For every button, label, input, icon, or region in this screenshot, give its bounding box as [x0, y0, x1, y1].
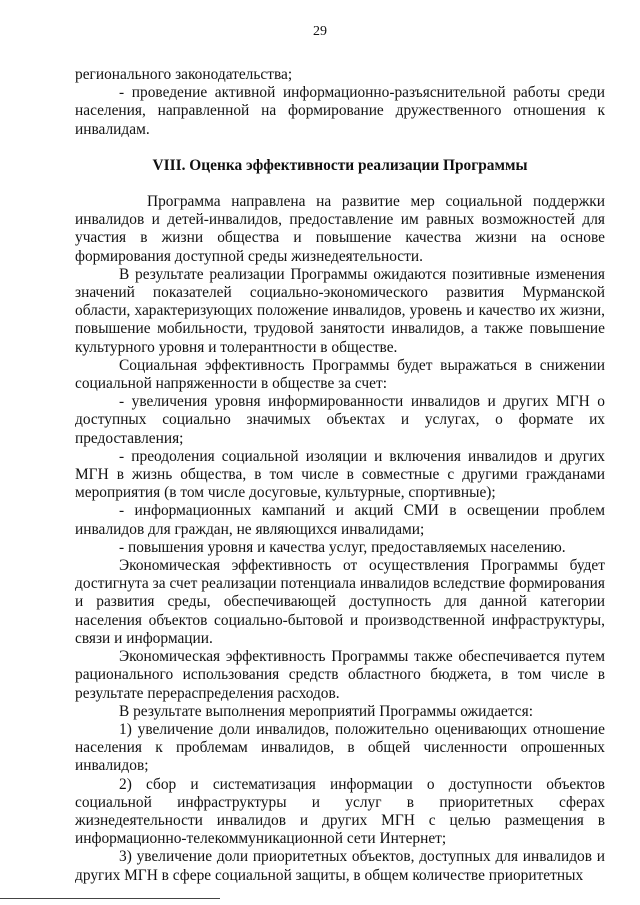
paragraph: регионального законодательства; — [75, 66, 293, 83]
numbered-item: 1) увеличение доли инвалидов, положительно оценивающих отношение населения к проблемам инвалидов, в общей численности опрошенных инвалидов; — [75, 720, 605, 775]
paragraph: Экономическая эффективность Программы также обеспечивается путем рационального использования средств областного бюджета, в том числе в результате перераспределения расходов. — [75, 648, 605, 702]
paragraph: Социальная эффективность Программы будет выражаться в снижении социальной напряженности в обществе за счет: — [75, 356, 605, 393]
numbered-item: 3) увеличение доли приоритетных объектов, доступных для инвалидов и других МГН в сфере социальной защиты, в общем количестве приоритетных — [75, 848, 605, 884]
section-heading: VIII. Оценка эффективности реализации Программы — [152, 156, 528, 174]
list-item: - повышения уровня и качества услуг, предоставляемых населению. — [119, 538, 566, 556]
numbered-item: 2) сбор и систематизация информации о доступности объектов социальной инфраструктуры и услуг в приоритетных сферах жизнедеятельности инвалидов и других МГН с целью размещения в информационно-телекоммуникационной сети Интернет; — [75, 775, 605, 848]
paragraph: Программа направлена на развитие мер социальной поддержки инвалидов и детей-инвалидов, предоставление им равных возможностей для участия в жизни общества и повышение качества жизни на основе формирования доступной среды жизнедеятельности. — [75, 193, 605, 265]
paragraph: В результате выполнения мероприятий Программы ожидается: — [119, 702, 533, 720]
paragraph: Экономическая эффективность от осуществления Программы будет достигнута за счет реализации потенциала инвалидов вследствие формирования и развития среды, обеспечивающей доступность для данной категории населения объектов социально-бытовой и производственной инфраструктуры, связи и информации. — [75, 557, 605, 647]
list-item: - преодоления социальной изоляции и включения инвалидов и других МГН в жизнь общества, в том числе в совместные с другими гражданами мероприятия (в том числе досуговые, культурные, спортивные); — [75, 447, 605, 502]
list-item: - увеличения уровня информированности инвалидов и других МГН о доступных социально значимых объектах и услугах, о формате их предоставления; — [75, 393, 605, 447]
footer-rule — [0, 898, 220, 899]
list-item: - информационных кампаний и акций СМИ в освещении проблем инвалидов для граждан, не являющихся инвалидами; — [75, 502, 605, 538]
document-body — [75, 66, 605, 885]
page-number: 29 — [313, 24, 327, 39]
paragraph: - проведение активной информационно-разъяснительной работы среди населения, направленной на формирование дружественного отношения к инвалидам. — [75, 84, 605, 138]
paragraph: В результате реализации Программы ожидаются позитивные изменения значений показателей социально-экономического развития Мурманской области, характеризующих положение инвалидов, уровень и качество их жизни, повышение мобильности, трудовой занятости инвалидов, а также повышение культурного уровня и толерантности в обществе. — [75, 265, 605, 356]
